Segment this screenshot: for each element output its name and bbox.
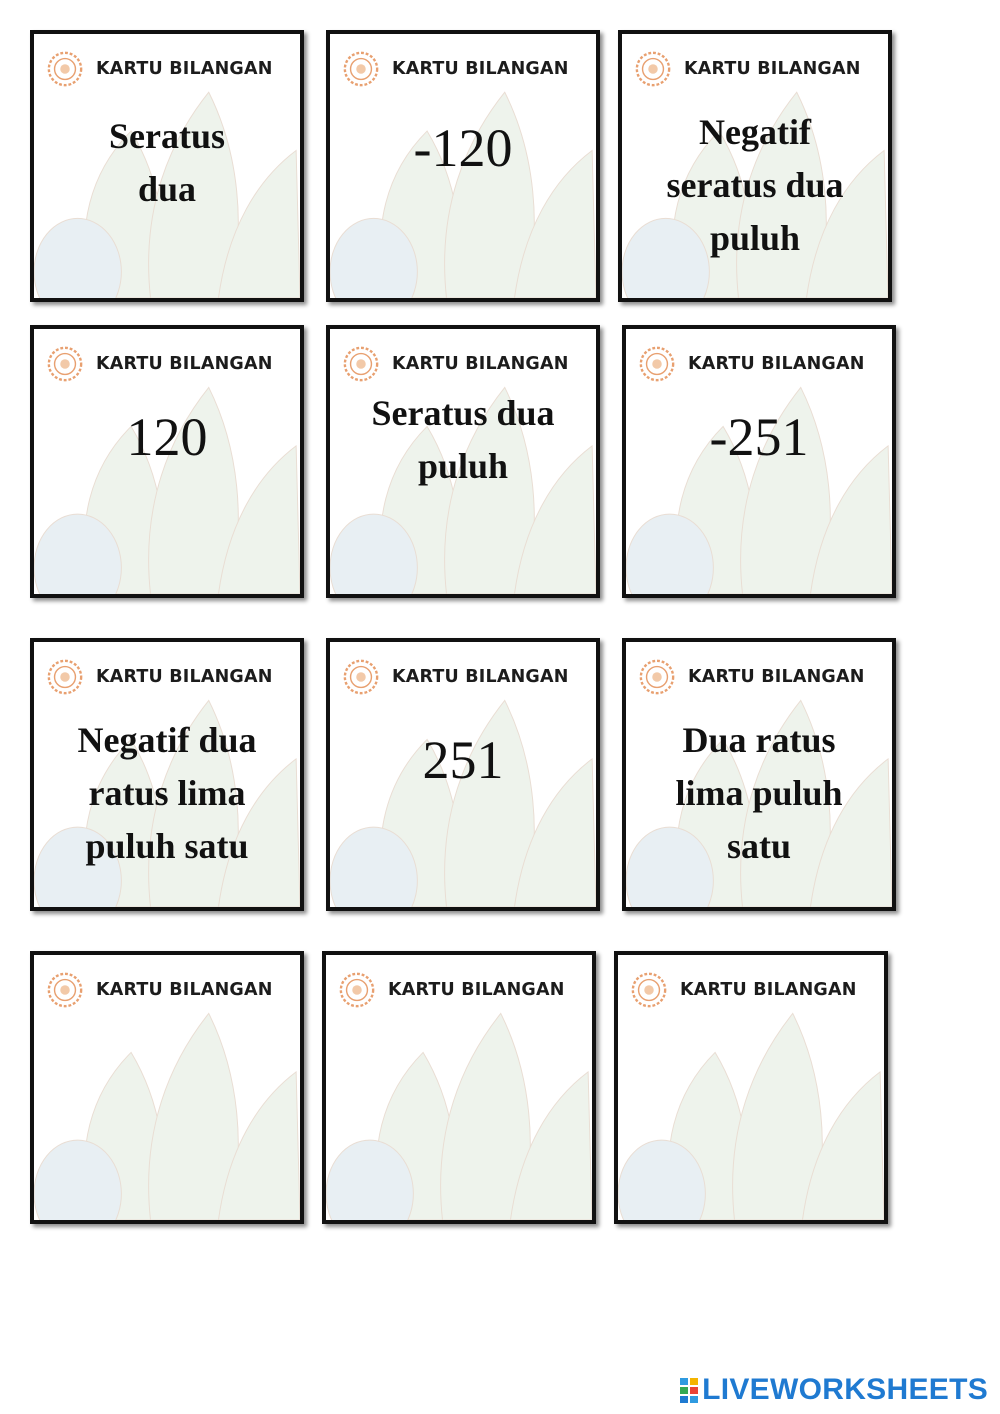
number-card xyxy=(30,30,304,302)
gear-seal-icon xyxy=(342,658,380,696)
card-header-title: KARTU BILANGAN xyxy=(96,59,273,79)
card-header-title: KARTU BILANGAN xyxy=(96,980,273,1000)
number-card xyxy=(618,30,892,302)
card-header xyxy=(638,658,865,696)
number-card-blank xyxy=(322,951,596,1224)
gear-seal-icon xyxy=(638,345,676,383)
gear-seal-icon xyxy=(338,971,376,1009)
card-header xyxy=(342,658,569,696)
liveworksheets-brand xyxy=(679,1372,988,1408)
card-header xyxy=(46,658,273,696)
card-header-title: KARTU BILANGAN xyxy=(688,667,865,687)
gear-seal-icon xyxy=(46,50,84,88)
number-card-blank xyxy=(614,951,888,1224)
card-header-title: KARTU BILANGAN xyxy=(392,59,569,79)
card-header-title: KARTU BILANGAN xyxy=(96,667,273,687)
number-card xyxy=(326,638,600,911)
card-header xyxy=(46,50,273,88)
liveworksheets-wordmark: LIVEWORKSHEETS xyxy=(702,1373,988,1406)
gear-seal-icon xyxy=(46,971,84,1009)
card-value: Dua ratus lima puluh satu xyxy=(675,720,843,866)
card-header-title: KARTU BILANGAN xyxy=(96,354,273,374)
gear-seal-icon xyxy=(46,658,84,696)
gear-seal-icon xyxy=(630,971,668,1009)
card-value: Seratus dua xyxy=(109,116,225,209)
gear-seal-icon xyxy=(342,345,380,383)
card-header-title: KARTU BILANGAN xyxy=(392,354,569,374)
number-card-blank xyxy=(30,951,304,1224)
number-card xyxy=(30,638,304,911)
card-header xyxy=(634,50,861,88)
card-header xyxy=(46,971,273,1009)
number-card xyxy=(30,325,304,598)
card-header-title: KARTU BILANGAN xyxy=(392,667,569,687)
card-header-title: KARTU BILANGAN xyxy=(680,980,857,1000)
number-card xyxy=(622,638,896,911)
card-value: Seratus dua puluh xyxy=(371,393,555,486)
number-card xyxy=(326,325,600,598)
card-value: Negatif dua ratus lima puluh satu xyxy=(77,720,257,866)
gear-seal-icon xyxy=(638,658,676,696)
card-header xyxy=(46,345,273,383)
card-value: -120 xyxy=(413,118,513,178)
card-header xyxy=(342,50,569,88)
number-card xyxy=(622,325,896,598)
card-header-title: KARTU BILANGAN xyxy=(688,354,865,374)
number-card xyxy=(326,30,600,302)
card-header xyxy=(638,345,865,383)
card-header xyxy=(630,971,857,1009)
card-value: Negatif seratus dua puluh xyxy=(666,112,844,258)
card-value: 251 xyxy=(422,730,504,790)
card-header xyxy=(342,345,569,383)
gear-seal-icon xyxy=(46,345,84,383)
liveworksheets-logo-icon xyxy=(679,1376,699,1404)
card-header-title: KARTU BILANGAN xyxy=(388,980,565,1000)
card-value: 120 xyxy=(126,407,208,467)
card-value: -251 xyxy=(709,407,809,467)
gear-seal-icon xyxy=(342,50,380,88)
card-header xyxy=(338,971,565,1009)
gear-seal-icon xyxy=(634,50,672,88)
card-header-title: KARTU BILANGAN xyxy=(684,59,861,79)
